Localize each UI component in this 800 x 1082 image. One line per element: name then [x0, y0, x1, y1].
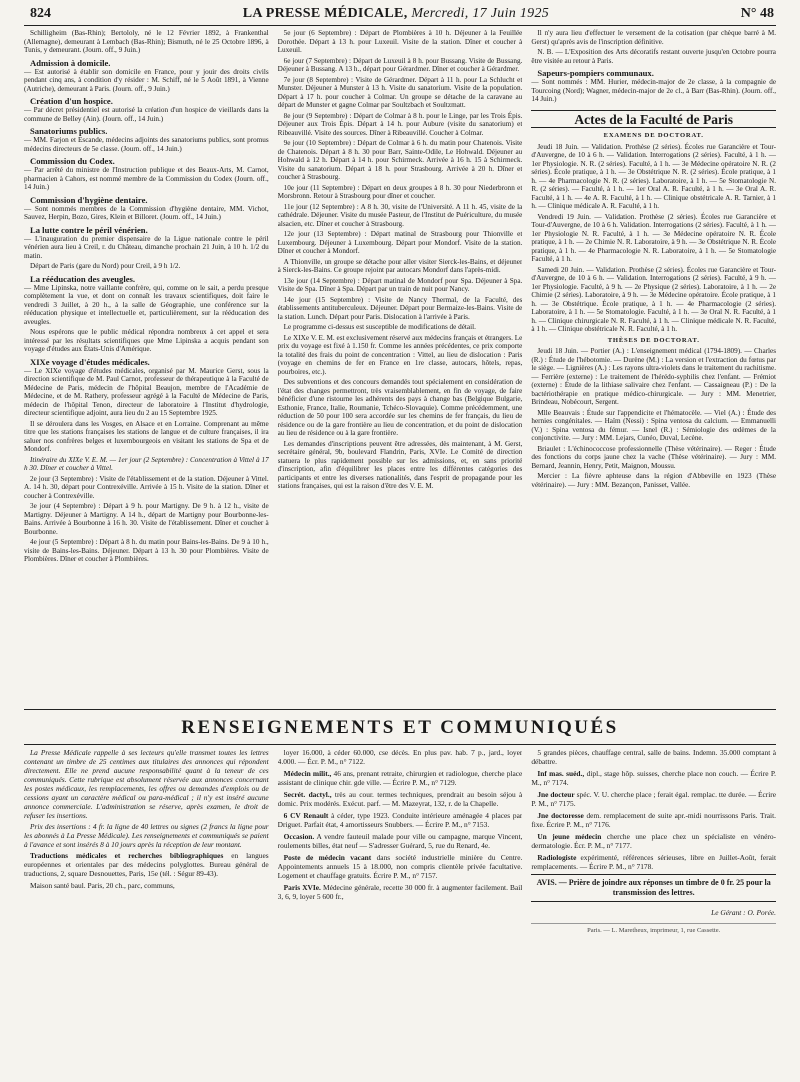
classified-ad — [24, 851, 269, 878]
ad-lead: Traductions médicales et recherches bibliographiques — [30, 851, 224, 860]
printer-line: Paris. — L. Maretheux, imprimeur, 1, rue Cassette. — [531, 923, 776, 935]
notice-heading: Sapeurs-pompiers communaux. — [537, 68, 654, 78]
notice-heading: La lutte contre le péril vénérien. — [30, 224, 148, 235]
ad-lead: Un jeune médecin — [537, 832, 602, 841]
paragraph: 6e jour (7 Septembre) : Départ de Luxeuil à 8 h. pour Bussang. Visite de Bussang. Déjeuner à Bussang. A 13 h., départ pour Gérardmer. Dîner et coucher à Gérardmer. — [277, 56, 523, 73]
classified-ad — [531, 811, 776, 829]
ad-text: 5 grandes pièces, chauffage central, salle de bains. Indemn. 35.000 comptant à débattre. — [531, 748, 776, 766]
faculty-entry: Samedi 20 Juin. — Validation. Prothèse (2 séries). Écoles rue Garancière et Tour-d'Auvergne, de 10 à 6 h. — Validation. Interrogations (2 séries). Faculté, à 9 h. — 1er Physiologie. Faculté, à 9 h. — 2e Physique (2 séries). Laboratoire, à 1 h. — 2e Chimie (2 séries). Laboratoire, à 9 h. — 3e Médecine opératoire. École pratique, à 1 h. — 3e Obstétrique. École pratique, à 1 h. — 4e Pharmacologie (2 séries). Laboratoire, à 1 h. — 5e Stomatologie. Faculté, à 1 h. — 3e Oral N. R. Faculté, à 1 h. — Clinique chirurgicale N. R. Faculté, à 1 h. — Clinique médicale N. R. Faculté, à 1 h. — Clinique obstétricale N. R. Faculté, à 1 h. — [531, 265, 776, 333]
classified-ad — [278, 832, 523, 850]
ad-text: Prix des insertions : 4 fr. la ligne de 40 lettres ou signes (2 francs la ligne pour les abonnés à La Presse Médicale). Les renseignements et communiqués se paient à l'avance et sont insérés 8 à 10 jours après la réception de leur montant. — [24, 822, 269, 849]
paragraph: Itinéraire du XIXe V. E. M. — 1er jour (2 Septembre) : Concentration à Vittel à 17 h 30. Dîner et coucher à Vittel. — [24, 455, 269, 472]
ad-text: A vendre fauteuil malade pour ville ou campagne, marque Vincent, roulements billes, état neuf — S'adresser Guérard, 5, rue du Renard, 4e. — [277, 832, 523, 850]
ad-text: Médecine générale, recette 30 000 fr. à augmenter facilement. Bail 3, 6, 9, loyer 5 600 fr., — [277, 883, 523, 901]
faculty-entry: Jeudi 18 Juin. — Portier (A.) : L'enseignement médical (1794-1809). — Charles (R.) : Étude de l'hébotomie. — Durène (M.) : La version et l'extraction du fœtus par le siège. — Lignières (A.) : Les rayons ultra-violets dans le traitement du rachitisme. — Ferrière (externe) : Le traitement de l'hérédo-syphilis chez l'enfant. — Frémiot (externe) : Étude de la lithiase salivaire chez l'enfant. — Cassaigneau (P.) : De la bactériothérapie en pratique médico-chirurgicale. — Jury : MM. Menetrier, Brindeau, Nobécourt, Sergent. — [531, 347, 776, 406]
paragraph: Le programme ci-dessus est susceptible de modifications de détail. — [283, 323, 476, 331]
ad-lead: Poste de médecin vacant — [283, 853, 372, 862]
paragraph: — L'inauguration du premier dispensaire de la Ligue nationale contre le péril vénérien aura lieu à Creil, r. du Château, dimanche prochain 21 Juin, à 10 h. 1/2 du matin. — [24, 234, 269, 260]
paragraph: Départ de Paris (gare du Nord) pour Creil, à 9 h 1/2. — [30, 262, 181, 270]
paragraph: 12e jour (13 Septembre) : Départ matinal de Strasbourg pour Thionville et Luxembourg. Déjeuner à Luxembourg. Départ pour Mondorf. Visite de la station. Dîner et coucher à Mondorf. — [277, 230, 523, 255]
ad-text: loyer 16.000, à céder 60.000, cse décès. En plus pav. hab. 7 p., jard., loyer 4.000. — Écr. P. M., n° 7122. — [277, 748, 523, 766]
paragraph: — Mme Lipinska, notre vaillante confrère, qui, comme on le sait, a perdu presque complètement la vue, et dont on connaît les travaux scientifiques, doit faire le vendredi 3 Juillet, à 20 h., à la salle de Géographie, une conférence sur la rééducation physique et intellectuelle et, particulièrement, sur la rééducation des aveugles. — [24, 283, 269, 326]
journal-name: LA PRESSE MÉDICALE, — [242, 6, 408, 21]
exams-list — [531, 143, 776, 334]
faculty-entry: Mercier : La fièvre aphteuse dans la région d'Abbeville en 1923 (Thèse vétérinaire). — Jury : MM. Bezançon, Panisset, Vallée. — [531, 472, 776, 489]
paragraph: — Le XIXe voyage d'études médicales, organisé par M. Maurice Gerst, sous la direction scientifique de M. Paul Carnot, professeur de thérapeutique à la Faculté de Médecine de Paris, médecin de l'hôpital Beaujon, membre de l'Académie de Médecine, et de M. Rathery, professeur agrégé à la Faculté de Médecine de Paris, médecin de l'hôpital Tenon, directeur de laboratoire à l'Institut d'hydrologie, directeur scientifique adjoint, aura lieu du 2 au 15 Septembre 1925. — [24, 366, 269, 417]
paragraph: N. B. — L'Exposition des Arts décoratifs restant ouverte jusqu'en Octobre pourra être visitée au retour à Paris. — [531, 48, 776, 65]
faculty-section-title: Actes de la Faculté de Paris — [531, 110, 776, 129]
news-columns — [24, 29, 776, 709]
notice-heading: Sanatoriums publics. — [30, 126, 108, 136]
notice-heading: Création d'un hospice. — [30, 96, 113, 106]
paragraph: — Sont nommés membres de la Commission d'hygiène dentaire, MM. Vichot, Sauvez, Herpin, Bozo, Gires, Klein et Billoret. (Journ. off., 14 Juin.) — [24, 204, 269, 221]
classified-ad — [278, 769, 523, 787]
paragraph: Des subventions et des concours demandés tout spécialement en considération de l'état des changes permettront, très vraisemblablement, en fin de voyage, de faire bénéficier d'une ristourne les adhérents des pays à change bas (Belgique Bulgarie, Esthonie, France, Italie, Roumanie, Tchéco-Slovaquie). Comme précédemment, une réduction de 50 pour 100 sera accordée sur les chemins de fer français, du lieu de résidence ou de la gare frontière au lieu de concentration, et du point de dislocation au lieu de résidence ou à la gare frontière. — [277, 378, 523, 437]
paragraph: 5e jour (6 Septembre) : Départ de Plombières à 10 h. Déjeuner à la Feuillée Dorothée. Départ à 13 h. pour Luxeuil. Visite de la station. Dîner et coucher à Luxeuil. — [277, 29, 523, 54]
faculty-entry: Mlle Beauvais : Étude sur l'appendicite et l'hématocèle. — Viel (A.) : Étude des hernies congénitales. — Haïm (Nessi) : Spina ventosa du calcium. — Emmanuelli (V.) : Spina ventosa du fémur. — Isnel (R.) : Sémiologie des œdèmes de la conjonctivite. — Jury : MM. Lejars, Cunéo, Duval, Lecène. — [531, 408, 776, 442]
paragraph: Les demandes d'inscriptions peuvent être adressées, dès maintenant, à M. Gerst, secrétaire général, 9b, boulevard Flandrin, Paris, XVIe. Le Comité de direction statuera le plus rapidement possible sur les admissions, et, en sans priorité d'inscription, afin d'équilibrer les places entre les différentes catégories des participants et entre les diverses nationalités, dans l'esprit de propagande pour les stations françaises, qui est la raison d'être des V. E. M. — [277, 439, 523, 490]
ad-text: dem. remplacement de suite apr.-midi nourrissons Paris. Trait. fixe. Écrire P. M., n° 7176. — [531, 811, 776, 829]
classified-ad — [531, 748, 776, 766]
theses-list — [531, 347, 776, 489]
ad-lead: Occasion. — [283, 832, 315, 841]
gerant-signature: Le Gérant : O. Porée. — [711, 908, 776, 917]
faculty-entry: Jeudi 18 Juin. — Validation. Prothèse (2 séries). Écoles rue Garancière et Tour-d'Auvergne, de 10 à 6 h. — Validation. Interrogations (2 séries). Faculté, à 1 h. — 1er Physiologie. N. R. (2 séries). Faculté, à 1 h. — 3e Médecine opératoire N. R. (2 séries). École pratique, à 1 h. — 3e Obstétrique N. R. (2 séries). École pratique, à 1 h. — 4e Pharmacologie N. R. (2 séries). Laboratoire, à 1 h. — 5e Stomatologie N. R. (2 séries). — Faculté, à 1 h. — 1er Oral A. R. Faculté, à 1 h. — 3e Oral A. R. Faculté, à 1 h. — 4e A. R. Faculté, à 1 h. — Clinique obstétricale A. R. Tarnier, à 1 h. — Clinique médicale A. R. Faculté, à 1 h. — [531, 142, 776, 210]
ad-text: cherche une place chez un spécialiste en vénéro-dermatologie. Écr. P. M., n° 7177. — [531, 832, 776, 850]
ad-text: très au cour. termes techniques, prendrait au besoin séjou à domic. Prix modérés. Exécut. parf. — M. Mazeyrat, 132, r. de la Chapelle. — [277, 790, 523, 808]
column-3 — [531, 29, 776, 709]
classified-ad — [24, 881, 269, 890]
ad-lead: Médecin milit., — [283, 769, 332, 778]
paragraph: — Par arrêté du ministre de l'Instruction publique et des Beaux-Arts, M. Carnot, pharmacien à Cahors, est nommé membre de la Commission du Codex (Journ. off., 14 Juin.) — [24, 166, 269, 191]
notice-heading: XIXe voyage d'études médicales. — [30, 356, 150, 367]
paragraph: 14e jour (15 Septembre) : Visite de Nancy Thermal, de la Faculté, des établissements antituberculeux. Déjeuner. Départ pour Bermaize-les-Bains. Visite de la station. Lunch. Départ pour Paris. Dislocation à l'arrivée à Paris. — [277, 295, 523, 321]
ad-text: dans société industrielle minière du Centre. Appointements annuels 15 à 18.000, non compris clientèle privée facultative. Logement et chauffage gratuits. Écrire P. M., n° 7157. — [277, 853, 523, 880]
classified-column-3-ads — [531, 748, 776, 871]
classified-ad — [278, 748, 523, 766]
ad-text: 46 ans, prenant retraite, chirurgien et radiologue, cherche place assistant de clinique chir. gde ville. — Écrire P. M., n° 7129. — [277, 769, 523, 787]
classified-intro — [24, 748, 269, 820]
paragraph: — Sont nommés : MM. Hurier, médecin-major de 2e classe, à la compagnie de Tourcoing (Nord); Wagner, médecin-major de 2e cl., à Barr (Bas-Rhin). (Journ. off., 14 Juin.) — [531, 78, 776, 103]
paragraph: 9e jour (10 Septembre) : Départ de Colmar à 6 h. du matin pour Chatenois. Visite de Chatenois. Départ à 8 h. 30 pour Barr, Sainte-Odile, Le Hohwald. Déjeuner au Hohwald à 12 h. Départ à 14 h. pour Schirmeck. Arrivée à 16 h. 15 à Schirmeck. Visite du sanatorium. Départ à 18 h. pour Strasbourg. Arrivée à 20 h. Dîner et coucher à Strasbourg. — [277, 139, 523, 181]
ad-lead: Jne doctoresse — [537, 811, 584, 820]
classified-column-1 — [24, 748, 269, 1078]
avis-notice: AVIS. — Prière de joindre aux réponses un timbre de 0 fr. 25 pour la transmission des lettres. — [531, 874, 776, 902]
classified-intro — [24, 822, 269, 849]
paragraph: Le XIXe V. E. M. est exclusivement réservé aux médecins français et étrangers. Le prix du voyage est fixé à 1.150 fr. Comme les années précédentes, ce prix comporte la totalité des frais du point de concentration : Vittel, au lieu de dislocation : Paris (voyage en chemins de fer en France en 1re classe, autocars, hôtels, repas, pourboires, etc.). — [277, 333, 523, 376]
ad-lead: Paris XVIe. — [283, 883, 321, 892]
page-header — [24, 6, 776, 26]
exams-heading: EXAMENS DE DOCTORAT. — [603, 132, 704, 139]
paragraph: 7e jour (8 Septembre) : Visite de Gérardmer. Départ à 11 h. pour La Schlucht et Munster. Déjeuner à Munster à 13 h. Visite du sanatorium. Visite de la population. Départ à 17 h. pour coucher à Colmar. Un groupe se détache de la caravane au départ de Munster et gagne Colmar par Soultzbach et Soultzmatt. — [277, 75, 523, 109]
issue-number: N° 48 — [740, 6, 774, 21]
classified-ad — [531, 853, 776, 871]
classified-ad — [531, 832, 776, 850]
classified-ad — [531, 769, 776, 787]
paragraph: Nous espérons que le public médical répondra nombreux à cet appel et sera intéressé par les résultats scientifiques que Mme Lipinska a acquis pendant son voyage d'études aux États-Unis d'Amérique. — [24, 328, 269, 353]
classified-ad — [278, 811, 523, 829]
classified-column-3 — [531, 748, 776, 1078]
classified-ad — [531, 790, 776, 808]
renseignements-title: RENSEIGNEMENTS ET COMMUNIQUÉS — [24, 710, 776, 745]
paragraph: Il se déroulera dans les Vosges, en Alsace et en Lorraine. Comprenant au même titre que les stations françaises les stations de langue et de culture françaises, il ira saluer nos confrères belges et luxembourgeois en visitant les stations de Spa et de Mondorf. — [24, 419, 269, 453]
column-2 — [278, 29, 523, 709]
paragraph: Schilligheim (Bas-Rhin); Bertololy, né le 12 Février 1892, à Frankenthal (Allemagne), demeurant à Lembach (Bas-Rhin); Bismuth, né le 25 Octobre 1896, à Tunis, y demeurant. (Journ. off., 9 Juin.) — [24, 29, 269, 54]
ad-lead: Radiologiste — [537, 853, 577, 862]
paragraph: 13e jour (14 Septembre) : Départ matinal de Mondorf pour Spa. Déjeuner à Spa. Visite de Spa. Dîner à Spa. Départ par un train de nuit pour Nancy. — [277, 276, 523, 293]
ad-text: dipl., stage hôp. suisses, cherche place non couch. — Écrire P. M., n° 7174. — [531, 769, 776, 787]
ad-text: expérimenté, références sérieuses, libre en Juillet-Août, ferait remplacements. — Écrire P. M., n° 7178. — [531, 853, 776, 871]
ad-text: spéc. V. U. cherche place ; ferait égal. remplac. tte durée. — Écrire P. M., n° 7175. — [531, 790, 776, 808]
classified-ad — [278, 790, 523, 808]
paragraph: — Par décret présidentiel est autorisé la création d'un hospice de vieillards dans la commune de Belley (Ain). (Journ. off., 14 Juin.) — [24, 106, 269, 123]
paragraph: 10e jour (11 Septembre) : Départ en deux groupes à 8 h. 30 pour Niederbronn et Morsbronn. Retour à Strasbourg pour dîner et coucher. — [277, 183, 523, 200]
paragraph: — MM. Farjon et Escande, médecins adjoints des sanatoriums publics, sont promus médecins directeurs de 5e classe. (Journ. off., 14 Juin.) — [24, 136, 269, 153]
faculty-entry: Vendredi 19 Juin. — Validation. Prothèse (2 séries). Écoles rue Garancière et Tour-d'Auvergne, de 10 à 6 h. Validation. Interrogations (2 séries). Faculté, à 1 h. — 1er Physiologie N. R. Faculté, à 1 h. — 3e Médecine opératoire N. R. École pratique, à 1 h. — 2e Chimie N. R. Laboratoire, à 9 h. — 3e Obstétrique N. R. École pratique, à 1 h. — 4e Pharmacologie N. R. Laboratoire, à 1 h. — 5e Stomatologie Faculté, à 1 h. — [531, 212, 776, 263]
notice-heading: Admission à domicile. — [30, 57, 111, 68]
paragraph: Il n'y aura lieu d'effectuer le versement de la cotisation (par chèque barré à M. Gerst) qu'après avis de l'inscription définitive. — [531, 29, 776, 46]
paragraph: 4e jour (5 Septembre) : Départ à 8 h. du matin pour Bains-les-Bains. De 9 à 10 h., visite de Bains-les-Bains. Déjeuner. Départ à 13 h. 30 pour Plombières. Visite de Plombières. Dîner et coucher à Plombières. — [24, 538, 269, 563]
issue-date: Mercredi, 17 Juin 1925 — [411, 6, 550, 21]
ad-lead: Jne docteur — [537, 790, 575, 799]
column-3-notices — [531, 29, 776, 104]
ad-lead: Secrét. dactyl., — [283, 790, 332, 799]
classified-columns — [24, 748, 776, 1078]
ad-text: La Presse Médicale rappelle à ses lecteurs qu'elle transmet toutes les lettres contenant un timbre de 25 centimes aux titulaires des annonces qui répondent directement. Elle ne prend aucune responsabilité quant à la teneur de ces communiqués. Cette rubrique est absolument réservée aux annonces concernant les postes médicaux, les remplacements, les offres ou demandes d'emplois ou de cessions ayant un caractère médical ou para-médical ; il n'y est inséré aucune annonce commerciale. L'administration se réserve, après examen, le droit de refuser les insertions. — [24, 748, 269, 820]
column-1 — [24, 29, 269, 709]
notice-heading: Commission du Codex. — [30, 156, 115, 166]
paragraph: — Est autorisé à établir son domicile en France, pour y jouir des droits civils pendant cinq ans, à condition d'y résider : M. Schiff, né le 5 Août 1891, à Vienne (Autriche), demeurant à Paris. (Journ. off., 9 Juin.) — [24, 67, 269, 93]
ad-lead: Inf mas. suéd., — [537, 769, 585, 778]
notice-heading: Commission d'hygiène dentaire. — [30, 194, 148, 205]
page-number: 824 — [30, 6, 51, 21]
faculty-entry: Briaulet : L'échinococcose professionnelle (Thèse vétérinaire). — Reger : Étude des fonctions du corps jaune chez la vache (Thèse vétérinaire). — Jury : MM. Bernard, Jeannin, Henry, Petit, Maignon, Moussu. — [531, 444, 776, 470]
classified-ad — [278, 883, 523, 901]
notice-heading: La rééducation des aveugles. — [30, 273, 136, 284]
classified-ad — [278, 853, 523, 880]
paragraph: 8e jour (9 Septembre) : Départ de Colmar à 8 h. pour le Linge, par les Trois Épis. Déjeuner aux Trois Épis. Départ à 14 h. pour Aubure (visite du sanatorium) et Ribeauvillé. Visite des sources. Dîner à Ribeauvillé. Coucher à Colmar. — [277, 111, 523, 137]
paragraph: 2e jour (3 Septembre) : Visite de l'établissement et de la station. Déjeuner à Vittel. A. 14 h. 30, départ pour Contrexéville. Arrivée à 15 h. Visite de la station. Dîner et coucher à Contrexéville. — [24, 474, 269, 500]
journal-title — [243, 6, 549, 22]
paragraph: 11e jour (12 Septembre) : A 8 h. 30, visite de l'Université. A 11 h. 45, visite de la cathédrale. Déjeuner. Visite du musée Pasteur, de l'Institut de Puériculture, du musée alsacien, etc. Dîner et coucher à Strasbourg. — [277, 202, 523, 228]
paragraph: 3e jour (4 Septembre) : Départ à 9 h. pour Martigny. De 9 h. à 12 h., visite de Martigny. Déjeuner à Martigny. A 14 h., départ de Martigny pour Bourbonne-les-Bains. Arrivée à Bourbonne à 16 h. 30. Visite de l'établissement. Dîner et coucher à Bourbonne. — [24, 502, 269, 536]
ad-text: Maison santé baul. Paris, 20 ch., parc, communs, — [30, 881, 175, 890]
classified-column-2 — [278, 748, 523, 1078]
ad-text: à céder, type 1923. Conduite intérieure aménagée 4 places par Driguet. Parfait état, 4 amortisseurs Snubbers. — Écrire P. M., n° 7153. — [277, 811, 523, 829]
ad-lead: 6 CV Renault — [283, 811, 329, 820]
theses-heading: THÈSES DE DOCTORAT. — [607, 336, 700, 344]
paragraph: A Thionville, un groupe se détache pour aller visiter Sierck-les-Bains, et déjeuner à Sierck-les-Bains. Ce groupe rejoint par autocars Mondorf dans l'après-midi. — [277, 257, 523, 274]
ad-text: en langues européennes et orientales par des médecins polyglottes. Bureau général de traductions, 2, square Desnouettes, Paris, 15e (tél. : Ségur 89-43). — [24, 851, 269, 878]
